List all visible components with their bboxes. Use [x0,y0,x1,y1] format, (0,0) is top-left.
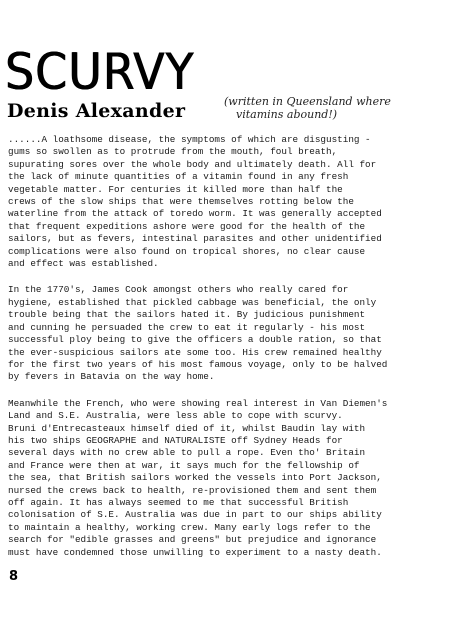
text-line: and effect was established. [8,258,159,270]
note-line: (written in Queensland where [224,95,391,108]
text-line: search for "edible grasses and greens" but prejudice and ignorance [8,534,377,546]
text-line: and cunning he persuaded the crew to eat it regularly - his most [8,321,366,333]
text-line: and France were then at war, it says much for the fellowship of [8,459,360,471]
text-line: that frequent expeditions ashore were good for the health of the [8,220,366,232]
text-line: gums so swollen as to protrude from the mouth, foul breath, [8,146,338,158]
text-line: for the first two years of his most famous voyage, only to be halved [8,358,388,370]
text-line: successful ploy being to give the officers a double ration, so that [8,334,382,346]
text-line: the lack of minute quantities of a vitamin found in any fresh [8,171,349,183]
text-line: Meanwhile the French, who were showing real interest in Van Diemen's [8,397,388,409]
author-name: Denis Alexander [7,100,186,122]
page-number: 8 [9,569,19,584]
text-line: ......A loathsome disease, the symptoms of which are disgusting - [8,134,371,145]
paragraph [8,398,464,559]
paragraph [8,134,464,270]
text-line: crews of the slow ships that were themselves rotting below the [8,196,354,208]
text-line: off again. It has always seemed to me that successful British [8,496,349,508]
text-line: colonisation of S.E. Australia was due in part to our ships ability [8,509,382,521]
text-line: sailors, but as fevers, intestinal parasites and other unidentified [8,233,382,245]
text-line: the sea, that British sailors worked the vessels into Port Jackson, [8,472,382,484]
text-line: Land and S.E. Australia, were less able to cope with scurvy. [8,410,343,422]
text-line: his two ships GEOGRAPHE and NATURALISTE off Sydney Heads for [8,434,343,446]
text-line: trouble being that the sailors hated it. By judicious punishment [8,309,366,321]
text-line: several days with no crew able to pull a rope. Even tho' Britain [8,447,366,459]
text-line: must have condemned those unwilling to experiment to a nasty death. [8,546,382,558]
text-line: waterline from the attack of toredo worm. It was generally accepted [8,208,382,220]
note-line: vitamins abound!) [236,108,338,121]
text-line: nursed the crews back to health, re-provisioned them and sent them [8,484,377,496]
article-title: SCURVY [5,43,195,101]
text-line: by fevers in Batavia on the way home. [8,371,215,383]
text-line: Bruni d'Entrecasteaux himself died of it, whilst Baudin lay with [8,422,366,434]
text-line: In the 1770's, James Cook amongst others who really cared for [8,284,349,296]
article-body [8,134,464,573]
text-line: complications were also found on tropical shores, no clear cause [8,245,366,257]
text-line: to maintain a healthy, working crew. Many early logs refer to the [8,521,371,533]
paragraph [8,284,464,383]
text-line: the ever-suspicious sailors ate some too. His crew remained healthy [8,346,382,358]
text-line: hygiene, established that pickled cabbage was beneficial, the only [8,296,377,308]
handwritten-note [224,95,414,121]
text-line: vegetable matter. For centuries it killed more than half the [8,183,343,195]
text-line: supurating sores over the whole body and ultimately death. All for [8,158,377,170]
